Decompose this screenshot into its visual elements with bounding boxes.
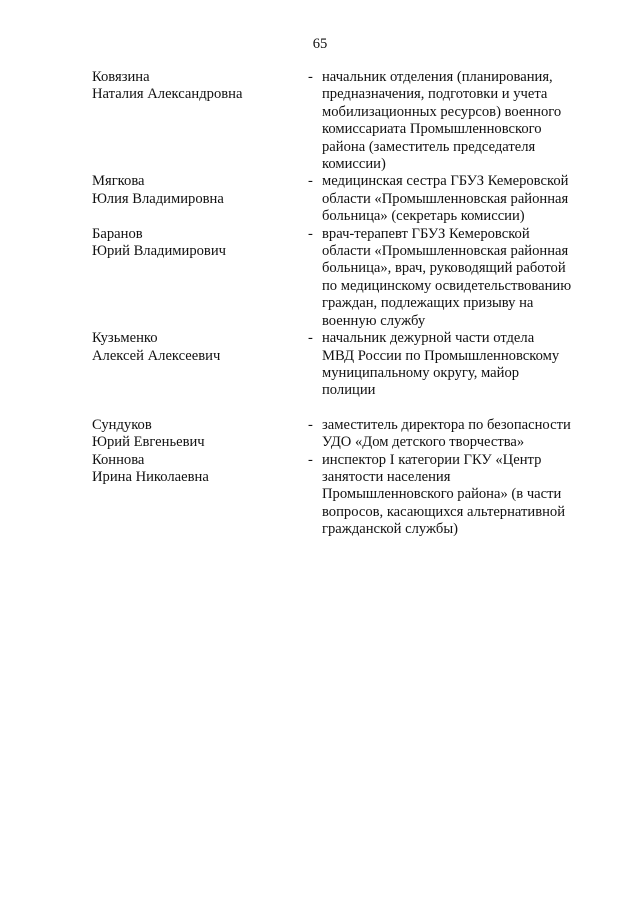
role-line: Промышленновского района» (в части [322, 486, 562, 503]
member-surname: Мягкова [92, 173, 145, 190]
member-surname: Коннова [92, 451, 145, 468]
role-line: области «Промышленновская районная [322, 190, 569, 207]
role-line: занятости населения [322, 468, 451, 485]
role-line: муниципальному округу, майор [322, 364, 520, 381]
member-surname: Баранов [92, 225, 143, 242]
member-name [92, 226, 308, 330]
member-role [322, 417, 596, 452]
role-line: предназначения, подготовки и учета [322, 86, 548, 103]
role-line: района (заместитель председателя [322, 138, 536, 155]
separator-dash: - [308, 225, 313, 242]
role-line: врач-терапевт ГБУЗ Кемеровской [322, 225, 530, 242]
separator-dash: - [308, 451, 313, 468]
member-name [92, 330, 308, 400]
member-surname: Ковязина [92, 69, 150, 85]
member-given-names: Ирина Николаевна [92, 468, 209, 485]
role-line: по медицинскому освидетельствованию [322, 277, 572, 294]
member-name [92, 69, 308, 173]
role-line: УДО «Дом детского творчества» [322, 434, 525, 451]
member-entry [92, 69, 592, 173]
role-line: заместитель директора по безопасности [322, 416, 571, 433]
member-role [322, 330, 596, 400]
separator-dash: - [308, 416, 313, 433]
role-line: вопросов, касающихся альтернативной [322, 503, 566, 520]
member-entry [92, 330, 592, 400]
role-line: области «Промышленновская районная [322, 243, 569, 260]
member-given-names: Юлия Владимировна [92, 190, 224, 207]
role-line: медицинская сестра ГБУЗ Кемеровской [322, 173, 569, 190]
role-line: больница» (секретарь комиссии) [322, 208, 525, 225]
role-line: мобилизационных ресурсов) военного [322, 103, 562, 120]
member-entry [92, 452, 592, 539]
member-entry [92, 226, 592, 330]
commission-members-list [92, 69, 592, 539]
role-line: начальник отделения (планирования, [322, 69, 553, 85]
role-line: комиссии) [322, 156, 386, 173]
role-line: начальник дежурной части отдела [322, 330, 535, 347]
role-line: граждан, подлежащих призыву на [322, 295, 534, 312]
member-entry [92, 417, 592, 452]
page-number: 65 [312, 36, 328, 52]
separator-dash: - [308, 330, 313, 347]
member-name [92, 417, 308, 452]
member-name [92, 452, 308, 539]
role-line: комиссариата Промышленновского [322, 121, 542, 138]
member-entry [92, 173, 592, 225]
member-name [92, 173, 308, 225]
separator-dash: - [308, 173, 313, 190]
role-line: полиции [322, 382, 376, 399]
role-line: инспектор I категории ГКУ «Центр [322, 451, 542, 468]
member-given-names: Юрий Евгеньевич [92, 434, 205, 451]
member-given-names: Наталия Александровна [92, 86, 243, 103]
member-surname: Кузьменко [92, 330, 158, 347]
role-line: военную службу [322, 312, 426, 329]
member-role [322, 226, 596, 330]
member-surname: Сундуков [92, 416, 152, 433]
member-given-names: Юрий Владимирович [92, 243, 226, 260]
member-given-names: Алексей Алексеевич [92, 347, 221, 364]
role-line: МВД России по Промышленновскому [322, 347, 560, 364]
separator-dash: - [308, 69, 313, 85]
role-line: гражданской службы) [322, 521, 458, 538]
role-line: больница», врач, руководящий работой [322, 260, 566, 277]
member-role [322, 173, 596, 225]
member-role [322, 452, 596, 539]
member-role [322, 69, 596, 173]
